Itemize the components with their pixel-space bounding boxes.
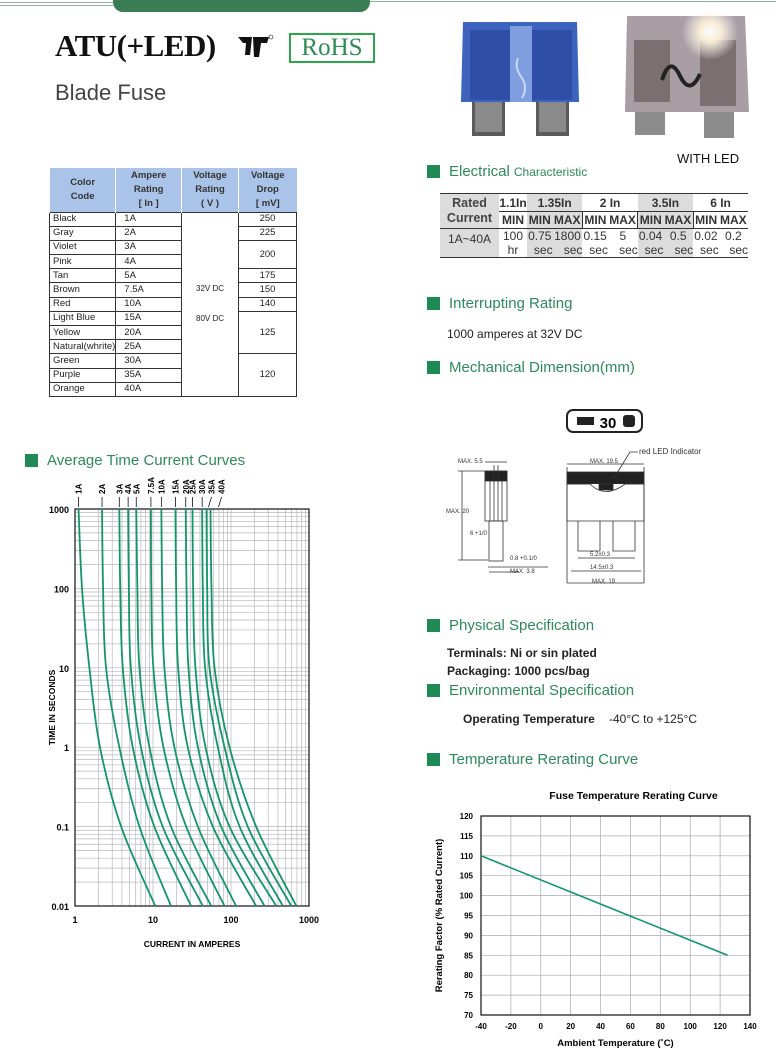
x-tick-label: 140 (743, 1022, 757, 1031)
y-tick-label: 105 (459, 871, 473, 881)
x-tick-label: 100 (223, 915, 239, 925)
drop-cell: 200 (239, 240, 297, 268)
column-header-line: Voltage (250, 169, 285, 181)
group-header: 1.35In (527, 194, 582, 212)
x-tick-label: 10 (147, 915, 159, 925)
color-cell: Yellow (50, 326, 116, 340)
ampere-cell: 7.5A (116, 283, 182, 297)
rated-range: 1A~40A (440, 229, 499, 258)
packaging-text: Packaging: 1000 pcs/bag (447, 664, 590, 678)
color-cell: Purple (50, 368, 116, 382)
badge-rating: 30 (599, 415, 617, 432)
rerating-chart (420, 780, 776, 1048)
fuse-badge (567, 410, 642, 432)
sub-header: MIN (502, 213, 524, 227)
section-heading: Interrupting Rating (449, 295, 573, 312)
unit: sec (644, 243, 664, 257)
group-header: 3.5In (638, 194, 693, 212)
blue-fuse-image (460, 18, 582, 143)
curve-label-leader (219, 497, 222, 507)
unit: sec (619, 243, 638, 257)
rohs-badge: RoHS (289, 33, 375, 63)
column-header (116, 168, 182, 212)
x-tick-label: 20 (566, 1022, 576, 1031)
interrupting-text: 1000 amperes at 32V DC (447, 327, 583, 341)
table-row (50, 240, 297, 254)
section-tcc (25, 452, 245, 469)
section-bullet-icon (25, 454, 38, 467)
section-electrical (427, 163, 587, 180)
dim-bottom-width: MAX. 19 (592, 579, 616, 585)
column-header-line: Ampere (130, 169, 167, 181)
x-axis-label: Ambient Temperature (˚C) (557, 1038, 674, 1048)
ampere-cell: 10A (116, 297, 182, 311)
section-physical (427, 617, 594, 634)
section-rerating (427, 751, 638, 768)
column-header-line: Voltage (193, 169, 227, 181)
sub-header: MAX (720, 213, 747, 227)
led-indicator-label: red LED Indicator (639, 447, 702, 456)
group-header: 6 In (693, 194, 748, 212)
column-header (182, 168, 239, 212)
x-tick-label: 40 (596, 1022, 606, 1031)
chart-title: Fuse Temperature Rerating Curve (549, 790, 718, 802)
value: 0.5 (669, 229, 687, 243)
section-bullet-icon (427, 297, 440, 310)
curve-20A (186, 509, 265, 906)
section-environmental (427, 682, 634, 699)
drop-cell: 125 (239, 311, 297, 354)
y-tick-label: 90 (464, 931, 473, 941)
curve-label: 35A (207, 479, 217, 494)
ampere-cell: 2A (116, 226, 182, 240)
ampere-cell: 15A (116, 311, 182, 325)
value: 1800 (554, 229, 581, 243)
drop-cell: 140 (239, 297, 297, 311)
section-heading: Environmental Specification (449, 682, 635, 699)
unit: sec (533, 243, 553, 257)
dim-height: MAX. 20 (446, 509, 470, 515)
value: 0.75 (528, 229, 552, 243)
header-tab (113, 0, 370, 12)
table-row (50, 354, 297, 368)
x-tick-label: -20 (505, 1022, 517, 1031)
y-tick-label: 110 (460, 851, 473, 861)
electrical-value (638, 229, 664, 258)
curve-label: 25A (188, 479, 198, 494)
ampere-cell: 30A (116, 354, 182, 368)
color-cell: Orange (50, 382, 116, 396)
x-axis-label: CURRENT IN AMPERES (143, 939, 241, 949)
ampere-cell: 5A (116, 269, 182, 283)
column-header (50, 168, 116, 212)
color-cell: Pink (50, 255, 116, 269)
color-cell: Natural(whrite) (50, 340, 116, 354)
color-cell: Black (50, 212, 116, 226)
x-tick-label: 120 (713, 1022, 727, 1031)
electrical-value (608, 229, 638, 258)
color-cell: Green (50, 354, 116, 368)
drop-cell: 150 (239, 283, 297, 297)
dim-side-width: MAX. 5.5 (458, 459, 483, 465)
rerating-line (481, 856, 728, 956)
x-tick-label: 0 (538, 1022, 544, 1031)
voltage-cell (182, 212, 239, 396)
section-bullet-icon (427, 753, 440, 766)
curve-label: 2A (98, 483, 108, 494)
section-bullet-icon (427, 619, 440, 632)
y-tick-label: 75 (464, 991, 473, 1001)
curve-label: 4A (124, 483, 134, 494)
x-tick-label: 1 (72, 915, 78, 925)
header-rule (0, 5, 113, 6)
curve-label-leader (208, 497, 211, 507)
table-row (50, 226, 297, 240)
y-axis-label: Rerating Factor (% Rated Current) (434, 838, 445, 993)
electrical-value (663, 229, 693, 258)
electrical-value (693, 229, 719, 258)
terminals-text: Terminals: Ni or sin plated (447, 646, 597, 660)
column-header-line: ( V ) (201, 197, 219, 209)
sub-header: MIN (638, 212, 664, 229)
drop-cell: 250 (239, 212, 297, 226)
unit: sec (674, 243, 694, 257)
section-heading-small: Characteristic (513, 164, 588, 179)
section-heading: Electrical (449, 163, 510, 180)
y-tick-label: 0.01 (51, 902, 69, 912)
table-row (50, 212, 297, 226)
led-caption: WITH LED (677, 151, 740, 166)
color-cell: Violet (50, 240, 116, 254)
sub-header: MAX (553, 213, 581, 227)
electrical-value (553, 229, 583, 258)
color-cell: Gray (50, 226, 116, 240)
ur-logo (236, 34, 274, 60)
curve-label: 1A (74, 483, 84, 494)
x-tick-label: 100 (683, 1022, 697, 1031)
table-row (50, 311, 297, 325)
y-tick-label: 10 (58, 663, 69, 674)
led-fuse-image (622, 10, 752, 145)
unit: sec (729, 243, 748, 257)
curve-label: 7.5A (146, 477, 156, 494)
value: 100 (502, 229, 524, 243)
electrical-value (527, 229, 553, 258)
dim-blade-length: 6 +1/0 (470, 531, 487, 537)
ampere-cell: 25A (116, 340, 182, 354)
electrical-table (440, 193, 748, 258)
curve-30A (202, 509, 283, 906)
y-tick-label: 120 (459, 812, 473, 821)
y-tick-label: 95 (464, 911, 473, 921)
group-header: 1.1In (499, 195, 527, 210)
unit: hr (507, 243, 519, 257)
color-cell: Brown (50, 283, 116, 297)
ampere-cell: 4A (116, 255, 182, 269)
unit: sec (563, 243, 583, 257)
unit: sec (700, 243, 719, 257)
x-tick-label: 80 (655, 1022, 665, 1031)
curve-25A (193, 509, 277, 906)
ampere-cell: 1A (116, 212, 182, 226)
y-tick-label: 1 (63, 743, 69, 754)
column-header-line: Color (70, 176, 96, 188)
column-header-line: Drop (256, 183, 279, 195)
sub-header: MIN (584, 213, 607, 227)
value: 0.2 (725, 229, 742, 243)
unit: sec (589, 243, 608, 257)
y-tick-label: 115 (460, 831, 473, 841)
curve-label: 3A (115, 483, 125, 494)
operating-temp-value: -40°C to +125°C (609, 712, 697, 726)
color-cell: Tan (50, 269, 116, 283)
y-tick-label: 70 (464, 1011, 473, 1020)
electrical-value (719, 229, 748, 258)
column-header-line: [ mV] (255, 197, 280, 209)
curve-label: 5A (132, 483, 142, 494)
subtitle: Blade Fuse (55, 80, 167, 105)
sub-header: MIN (695, 213, 718, 227)
section-bullet-icon (427, 684, 440, 697)
ampere-cell: 3A (116, 240, 182, 254)
section-bullet-icon (427, 165, 440, 178)
x-tick-label: 60 (625, 1022, 635, 1031)
y-tick-label: 85 (464, 951, 473, 961)
section-heading: Physical Specification (449, 617, 595, 634)
y-tick-label: 100 (459, 891, 473, 901)
drop-cell: 225 (239, 226, 297, 240)
curve-label: 40A (217, 479, 227, 494)
voltage-value: 80V DC (196, 314, 225, 324)
column-header-line: Code (70, 190, 95, 202)
column-header-line: Rating (133, 183, 164, 195)
color-code-table (49, 168, 297, 397)
group-header: 2 In (582, 194, 637, 212)
operating-temp-label: Operating Temperature (463, 712, 595, 726)
value: 5 (619, 229, 627, 243)
dimension-drawing (440, 405, 730, 595)
section-interrupting (427, 295, 572, 312)
dim-side-bottom: MAX. 3.8 (510, 569, 535, 575)
drop-cell: 175 (239, 269, 297, 283)
table-row (50, 283, 297, 297)
drop-cell: 120 (239, 354, 297, 397)
time-current-chart (0, 470, 330, 960)
voltage-value: 32V DC (196, 284, 225, 294)
ampere-cell: 20A (116, 326, 182, 340)
section-bullet-icon (427, 361, 440, 374)
curve-label: 10A (157, 479, 167, 494)
product-title: ATU(+LED) (55, 28, 216, 63)
value: 0.15 (583, 229, 607, 243)
sub-header: MIN (528, 213, 551, 227)
y-tick-label: 1000 (48, 505, 69, 515)
electrical-value (582, 229, 608, 258)
dim-blade-thickness: 0.8 +0.1/0 (510, 556, 537, 562)
header-rule (0, 2, 113, 3)
column-header-line: Rating (195, 183, 225, 195)
curve-label: 20A (181, 479, 191, 494)
ampere-cell: 35A (116, 368, 182, 382)
curve-label: 15A (171, 479, 181, 494)
color-cell: Red (50, 297, 116, 311)
dim-outer: 14.5±0.3 (590, 565, 614, 571)
x-tick-label: -40 (475, 1022, 487, 1031)
y-tick-label: 100 (53, 584, 69, 595)
ampere-cell: 40A (116, 382, 182, 396)
column-header (239, 168, 297, 212)
table-row (50, 297, 297, 311)
header-rule (370, 1, 776, 2)
table-row (50, 269, 297, 283)
value: 0.02 (694, 229, 718, 243)
electrical-value (499, 229, 527, 258)
front-view (567, 452, 644, 583)
y-axis-label: TIME IN SECONDS (47, 669, 57, 746)
section-heading: Average Time Current Curves (47, 452, 246, 469)
section-heading: Mechanical Dimension(mm) (449, 359, 635, 376)
color-cell: Light Blue (50, 311, 116, 325)
value: 0.04 (638, 229, 663, 243)
rated-current-header: Rated Current (440, 194, 499, 229)
curve-label: 30A (198, 479, 208, 494)
x-tick-label: 1000 (298, 915, 320, 925)
section-heading: Temperature Rerating Curve (449, 751, 639, 768)
section-mechanical (427, 359, 635, 376)
sub-header: MAX (664, 213, 692, 227)
y-tick-label: 0.1 (56, 822, 69, 833)
column-header-line: [ In ] (138, 197, 159, 209)
sub-header: MAX (609, 213, 636, 227)
dim-inner: 5.2±0.3 (590, 552, 610, 558)
y-tick-label: 80 (464, 971, 473, 981)
dim-top-width: MAX. 19.5 (590, 459, 619, 465)
